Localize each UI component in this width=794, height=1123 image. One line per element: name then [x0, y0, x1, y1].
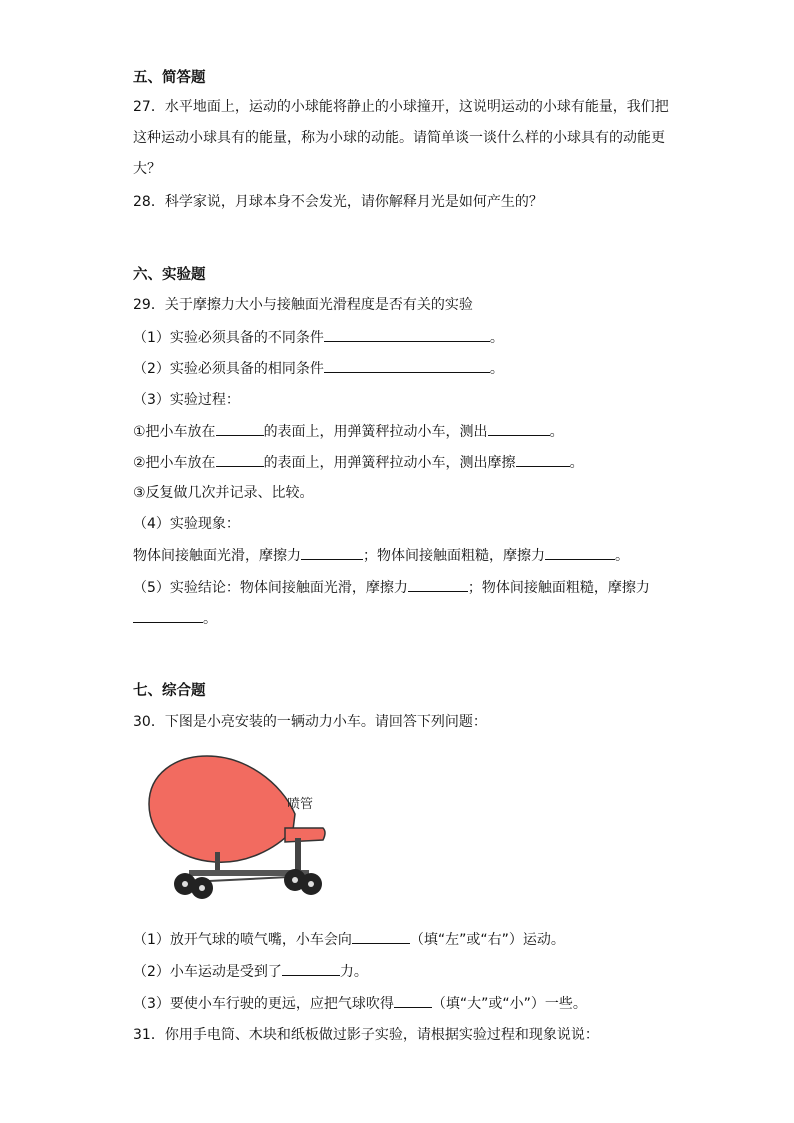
q29-step-3: ③反复做几次并记录、比较。	[133, 485, 314, 501]
q29-part-5-text-b: ；物体间接触面粗糙，摩擦力	[467, 580, 650, 596]
q29-stem: 29．关于摩擦力大小与接触面光滑程度是否有关的实验	[133, 297, 473, 313]
section-title-comprehensive: 七、综合题	[133, 683, 206, 699]
q29-part-2-text: （2）实验必须具备的相同条件	[133, 361, 324, 377]
answer-blank[interactable]	[352, 929, 410, 944]
nozzle-tube	[285, 828, 325, 842]
answer-blank[interactable]	[394, 993, 432, 1008]
answer-blank[interactable]	[324, 358, 490, 373]
answer-blank[interactable]	[408, 577, 468, 592]
q30-part-3-text-b: （填“大”或“小”）一些。	[431, 996, 587, 1012]
period: 。	[489, 330, 504, 346]
q29-observation-a: 物体间接触面光滑，摩擦力	[133, 548, 301, 564]
q29-part-2	[133, 358, 504, 379]
answer-blank[interactable]	[133, 608, 203, 623]
answer-blank[interactable]	[216, 421, 264, 436]
section-title-experiment: 六、实验题	[133, 267, 206, 283]
answer-blank[interactable]	[324, 327, 490, 342]
q28-text: 28．科学家说，月球本身不会发光，请你解释月光是如何产生的？	[133, 194, 543, 210]
q30-part-2-text-a: （2）小车运动是受到了	[133, 964, 282, 980]
q30-part-3-text-a: （3）要使小车行驶的更远，应把气球吹得	[133, 996, 394, 1012]
q30-stem: 30．下图是小亮安装的一辆动力小车。请回答下列问题：	[133, 714, 487, 730]
q29-step-2-text-a: ②把小车放在	[133, 455, 216, 471]
q29-part-3: （3）实验过程：	[133, 392, 240, 408]
wheel-hub	[308, 881, 314, 887]
q27-line-3: 大？	[133, 161, 161, 177]
wheel-hub	[292, 877, 298, 883]
answer-blank[interactable]	[545, 545, 615, 560]
period: 。	[203, 611, 217, 627]
q29-step-1-text-b: 的表面上，用弹簧秤拉动小车，测出	[263, 424, 488, 440]
wheel-hub	[199, 885, 205, 891]
q29-step-1-text-a: ①把小车放在	[133, 424, 216, 440]
q29-part-5	[133, 577, 650, 598]
answer-blank[interactable]	[488, 421, 550, 436]
q29-step-2	[133, 452, 584, 473]
q29-part-5-text-a: （5）实验结论：物体间接触面光滑，摩擦力	[133, 580, 408, 596]
q29-step-1	[133, 421, 564, 442]
wheel-hub	[182, 881, 188, 887]
q31-text: 31．你用手电筒、木块和纸板做过影子实验，请根据实验过程和现象说说：	[133, 1027, 599, 1043]
q27-line-1: 27．水平地面上，运动的小球能将静止的小球撞开，这说明运动的小球有能量，我们把	[133, 99, 669, 115]
support-post	[295, 838, 301, 874]
q30-part-1-text-a: （1）放开气球的喷气嘴，小车会向	[133, 932, 352, 948]
nozzle-label: 喷管	[287, 797, 314, 812]
q29-observation-b: ；物体间接触面粗糙，摩擦力	[363, 548, 545, 564]
balloon-car-figure	[145, 752, 335, 902]
q29-observation	[133, 545, 629, 566]
q29-part-4: （4）实验现象：	[133, 516, 240, 532]
q29-step-2-text-b: 的表面上，用弹簧秤拉动小车，测出摩擦	[263, 455, 516, 471]
period: 。	[489, 361, 504, 377]
q29-part-5-cont	[133, 608, 217, 629]
q29-part-1	[133, 327, 504, 348]
period: 。	[569, 455, 584, 471]
section-title-short-answer: 五、简答题	[133, 70, 206, 86]
q30-part-2	[133, 961, 368, 982]
q30-part-1-text-b: （填“左”或“右”）运动。	[409, 932, 565, 948]
answer-blank[interactable]	[516, 452, 570, 467]
balloon-body	[149, 756, 295, 862]
answer-blank[interactable]	[301, 545, 363, 560]
q30-part-2-text-b: 力。	[339, 964, 368, 980]
answer-blank[interactable]	[282, 961, 340, 976]
q30-part-3	[133, 993, 587, 1014]
period: 。	[615, 548, 629, 564]
q29-part-1-text: （1）实验必须具备的不同条件	[133, 330, 324, 346]
period: 。	[549, 424, 564, 440]
q30-part-1	[133, 929, 565, 950]
q27-line-2: 这种运动小球具有的能量，称为小球的动能。请简单谈一谈什么样的小球具有的动能更	[133, 130, 665, 146]
answer-blank[interactable]	[216, 452, 264, 467]
